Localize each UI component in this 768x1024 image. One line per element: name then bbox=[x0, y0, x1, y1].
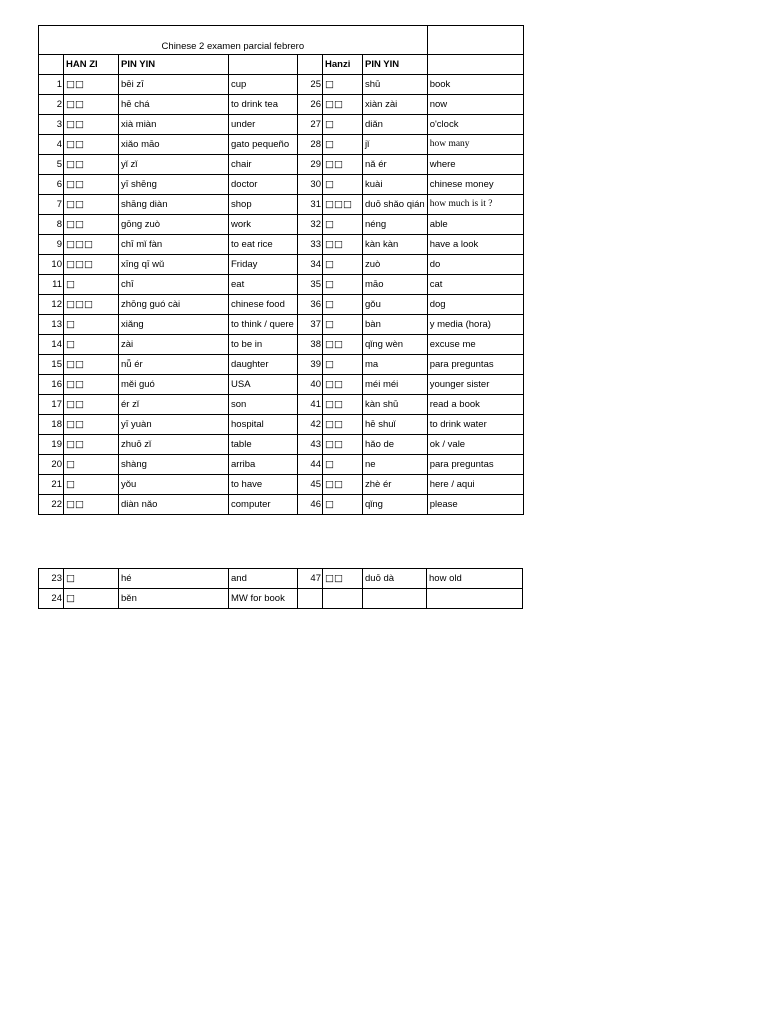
row-number: 4 bbox=[39, 135, 64, 155]
row-number: 25 bbox=[298, 75, 323, 95]
header-right-hanzi: Hanzi bbox=[323, 55, 363, 75]
row-number: 15 bbox=[39, 355, 64, 375]
pinyin-cell: yǒu bbox=[119, 475, 229, 495]
meaning-cell: and bbox=[229, 569, 298, 589]
pinyin-cell bbox=[363, 589, 427, 609]
table-row bbox=[39, 95, 524, 115]
meaning-cell: how much is it ? bbox=[427, 195, 523, 215]
row-number: 18 bbox=[39, 415, 64, 435]
pinyin-cell: hé bbox=[119, 569, 229, 589]
row-number: 2 bbox=[39, 95, 64, 115]
table-row bbox=[39, 195, 524, 215]
meaning-cell: under bbox=[229, 115, 298, 135]
row-number: 47 bbox=[298, 569, 323, 589]
header-right-meaning bbox=[427, 55, 523, 75]
pinyin-cell: yī shēng bbox=[119, 175, 229, 195]
row-number: 41 bbox=[298, 395, 323, 415]
row-number: 39 bbox=[298, 355, 323, 375]
pinyin-cell: ne bbox=[363, 455, 428, 475]
hanzi-cell: □□ bbox=[323, 475, 363, 495]
hanzi-cell: □ bbox=[323, 355, 363, 375]
hanzi-cell: □ bbox=[64, 335, 119, 355]
pinyin-cell: zhōng guó cài bbox=[119, 295, 229, 315]
pinyin-cell: xīng qī wǔ bbox=[119, 255, 229, 275]
pinyin-cell: xiǎo māo bbox=[119, 135, 229, 155]
pinyin-cell: zài bbox=[119, 335, 229, 355]
row-number: 17 bbox=[39, 395, 64, 415]
meaning-cell: table bbox=[229, 435, 298, 455]
row-number: 10 bbox=[39, 255, 64, 275]
pinyin-cell: qǐng wèn bbox=[363, 335, 428, 355]
hanzi-cell: □ bbox=[323, 255, 363, 275]
header-left-hanzi: HAN ZI bbox=[64, 55, 119, 75]
pinyin-cell: ér zǐ bbox=[119, 395, 229, 415]
row-number: 31 bbox=[298, 195, 323, 215]
hanzi-cell: □ bbox=[64, 569, 119, 589]
pinyin-cell: méi méi bbox=[363, 375, 428, 395]
hanzi-cell: □□ bbox=[64, 355, 119, 375]
row-number: 28 bbox=[298, 135, 323, 155]
table-row bbox=[39, 435, 524, 455]
hanzi-cell: □□ bbox=[64, 115, 119, 135]
table-row bbox=[39, 135, 524, 155]
meaning-cell: daughter bbox=[229, 355, 298, 375]
pinyin-cell: nǚ ér bbox=[119, 355, 229, 375]
row-number: 35 bbox=[298, 275, 323, 295]
hanzi-cell: □ bbox=[323, 275, 363, 295]
meaning-cell: para preguntas bbox=[427, 455, 523, 475]
table-row bbox=[39, 275, 524, 295]
table-row bbox=[39, 315, 524, 335]
meaning-cell: arriba bbox=[229, 455, 298, 475]
header-left-pinyin: PIN YIN bbox=[119, 55, 229, 75]
pinyin-cell: zhuō zǐ bbox=[119, 435, 229, 455]
hanzi-cell: □ bbox=[64, 315, 119, 335]
pinyin-cell: kàn kàn bbox=[363, 235, 428, 255]
pinyin-cell: hǎo de bbox=[363, 435, 428, 455]
hanzi-cell: □□ bbox=[323, 335, 363, 355]
row-number: 12 bbox=[39, 295, 64, 315]
table-row bbox=[39, 155, 524, 175]
hanzi-cell: □ bbox=[323, 215, 363, 235]
table-row bbox=[39, 335, 524, 355]
table-row bbox=[39, 455, 524, 475]
meaning-cell: here / aqui bbox=[427, 475, 523, 495]
sheet-title: Chinese 2 examen parcial febrero bbox=[39, 26, 428, 55]
meaning-cell: ok / vale bbox=[427, 435, 523, 455]
table-row bbox=[39, 395, 524, 415]
row-number: 32 bbox=[298, 215, 323, 235]
hanzi-cell: □□ bbox=[64, 375, 119, 395]
row-number: 24 bbox=[39, 589, 64, 609]
pinyin-cell: nǎ ér bbox=[363, 155, 428, 175]
row-number: 7 bbox=[39, 195, 64, 215]
hanzi-cell: □□ bbox=[323, 375, 363, 395]
pinyin-cell: xiàn zài bbox=[363, 95, 428, 115]
row-number: 5 bbox=[39, 155, 64, 175]
hanzi-cell: □ bbox=[323, 115, 363, 135]
hanzi-cell: □□ bbox=[64, 195, 119, 215]
meaning-cell: work bbox=[229, 215, 298, 235]
pinyin-cell: diǎn bbox=[363, 115, 428, 135]
hanzi-cell: □□ bbox=[323, 435, 363, 455]
pinyin-cell: shāng diàn bbox=[119, 195, 229, 215]
pinyin-cell: duō dà bbox=[363, 569, 427, 589]
meaning-cell: younger sister bbox=[427, 375, 523, 395]
row-number: 30 bbox=[298, 175, 323, 195]
pinyin-cell: jǐ bbox=[363, 135, 428, 155]
pinyin-cell: gōng zuò bbox=[119, 215, 229, 235]
title-row bbox=[39, 26, 524, 55]
meaning-cell: book bbox=[427, 75, 523, 95]
table-row bbox=[39, 115, 524, 135]
pinyin-cell: běn bbox=[119, 589, 229, 609]
row-number bbox=[298, 589, 323, 609]
table-row bbox=[39, 355, 524, 375]
hanzi-cell: □□ bbox=[323, 155, 363, 175]
table-row bbox=[39, 475, 524, 495]
pinyin-cell: chī mǐ fàn bbox=[119, 235, 229, 255]
meaning-cell: how many bbox=[427, 135, 523, 155]
pinyin-cell: yī yuàn bbox=[119, 415, 229, 435]
meaning-cell: read a book bbox=[427, 395, 523, 415]
pinyin-cell: māo bbox=[363, 275, 428, 295]
pinyin-cell: shū bbox=[363, 75, 428, 95]
row-number: 36 bbox=[298, 295, 323, 315]
meaning-cell: please bbox=[427, 495, 523, 515]
row-number: 34 bbox=[298, 255, 323, 275]
header-left-meaning bbox=[229, 55, 298, 75]
meaning-cell: hospital bbox=[229, 415, 298, 435]
row-number: 33 bbox=[298, 235, 323, 255]
meaning-cell: excuse me bbox=[427, 335, 523, 355]
pinyin-cell: bàn bbox=[363, 315, 428, 335]
hanzi-cell: □ bbox=[323, 75, 363, 95]
meaning-cell: where bbox=[427, 155, 523, 175]
pinyin-cell: hē shuǐ bbox=[363, 415, 428, 435]
row-number: 11 bbox=[39, 275, 64, 295]
meaning-cell: shop bbox=[229, 195, 298, 215]
pinyin-cell: ma bbox=[363, 355, 428, 375]
hanzi-cell: □□ bbox=[64, 435, 119, 455]
hanzi-cell: □□ bbox=[64, 495, 119, 515]
table-row bbox=[39, 415, 524, 435]
hanzi-cell: □□ bbox=[323, 95, 363, 115]
row-number: 29 bbox=[298, 155, 323, 175]
meaning-cell: to think / quere bbox=[229, 315, 298, 335]
header-blank-num bbox=[39, 55, 64, 75]
meaning-cell: dog bbox=[427, 295, 523, 315]
meaning-cell: have a look bbox=[427, 235, 523, 255]
hanzi-cell: □ bbox=[64, 455, 119, 475]
meaning-cell: doctor bbox=[229, 175, 298, 195]
row-number: 37 bbox=[298, 315, 323, 335]
header-right-pinyin: PIN YIN bbox=[363, 55, 428, 75]
row-number: 3 bbox=[39, 115, 64, 135]
pinyin-cell: měi guó bbox=[119, 375, 229, 395]
meaning-cell bbox=[427, 589, 523, 609]
meaning-cell: MW for book bbox=[229, 589, 298, 609]
table-row bbox=[39, 255, 524, 275]
row-number: 44 bbox=[298, 455, 323, 475]
row-number: 38 bbox=[298, 335, 323, 355]
pinyin-cell: zuò bbox=[363, 255, 428, 275]
meaning-cell: chinese food bbox=[229, 295, 298, 315]
row-number: 27 bbox=[298, 115, 323, 135]
meaning-cell: o'clock bbox=[427, 115, 523, 135]
row-number: 21 bbox=[39, 475, 64, 495]
meaning-cell: to eat rice bbox=[229, 235, 298, 255]
pinyin-cell: diàn nǎo bbox=[119, 495, 229, 515]
row-number: 45 bbox=[298, 475, 323, 495]
pinyin-cell: kàn shū bbox=[363, 395, 428, 415]
hanzi-cell: □□□ bbox=[64, 255, 119, 275]
hanzi-cell: □□ bbox=[64, 135, 119, 155]
hanzi-cell: □□□ bbox=[64, 235, 119, 255]
hanzi-cell: □□ bbox=[323, 235, 363, 255]
pinyin-cell: xiǎng bbox=[119, 315, 229, 335]
hanzi-cell: □□ bbox=[64, 215, 119, 235]
row-number: 14 bbox=[39, 335, 64, 355]
row-number: 1 bbox=[39, 75, 64, 95]
meaning-cell: able bbox=[427, 215, 523, 235]
meaning-cell: cat bbox=[427, 275, 523, 295]
meaning-cell: computer bbox=[229, 495, 298, 515]
hanzi-cell: □ bbox=[64, 275, 119, 295]
hanzi-cell: □ bbox=[323, 315, 363, 335]
hanzi-cell: □□ bbox=[64, 415, 119, 435]
hanzi-cell: □ bbox=[323, 495, 363, 515]
row-number: 19 bbox=[39, 435, 64, 455]
row-number: 23 bbox=[39, 569, 64, 589]
meaning-cell: to be in bbox=[229, 335, 298, 355]
pinyin-cell: chī bbox=[119, 275, 229, 295]
hanzi-cell: □□ bbox=[64, 75, 119, 95]
hanzi-cell: □ bbox=[323, 295, 363, 315]
row-number: 8 bbox=[39, 215, 64, 235]
row-number: 40 bbox=[298, 375, 323, 395]
hanzi-cell: □□ bbox=[323, 395, 363, 415]
meaning-cell: son bbox=[229, 395, 298, 415]
table-row bbox=[39, 175, 524, 195]
row-number: 46 bbox=[298, 495, 323, 515]
table-row bbox=[39, 235, 524, 255]
row-number: 6 bbox=[39, 175, 64, 195]
header-row bbox=[39, 55, 524, 75]
meaning-cell: to have bbox=[229, 475, 298, 495]
hanzi-cell: □□ bbox=[323, 415, 363, 435]
table-row bbox=[39, 569, 523, 589]
meaning-cell: para preguntas bbox=[427, 355, 523, 375]
row-number: 43 bbox=[298, 435, 323, 455]
hanzi-cell: □□ bbox=[323, 569, 363, 589]
row-number: 9 bbox=[39, 235, 64, 255]
table-row bbox=[39, 215, 524, 235]
pinyin-cell: yǐ zǐ bbox=[119, 155, 229, 175]
hanzi-cell: □□ bbox=[64, 95, 119, 115]
row-number: 16 bbox=[39, 375, 64, 395]
meaning-cell: to drink tea bbox=[229, 95, 298, 115]
extra-vocabulary-table bbox=[38, 568, 523, 609]
row-number: 13 bbox=[39, 315, 64, 335]
pinyin-cell: gǒu bbox=[363, 295, 428, 315]
table-row bbox=[39, 295, 524, 315]
meaning-cell: gato pequeño bbox=[229, 135, 298, 155]
table-row bbox=[39, 589, 523, 609]
meaning-cell: Friday bbox=[229, 255, 298, 275]
pinyin-cell: qǐng bbox=[363, 495, 428, 515]
pinyin-cell: duō shǎo qián bbox=[363, 195, 428, 215]
row-number: 42 bbox=[298, 415, 323, 435]
hanzi-cell bbox=[323, 589, 363, 609]
meaning-cell: cup bbox=[229, 75, 298, 95]
meaning-cell: do bbox=[427, 255, 523, 275]
meaning-cell: how old bbox=[427, 569, 523, 589]
meaning-cell: USA bbox=[229, 375, 298, 395]
meaning-cell: chair bbox=[229, 155, 298, 175]
pinyin-cell: néng bbox=[363, 215, 428, 235]
hanzi-cell: □□□ bbox=[323, 195, 363, 215]
row-number: 26 bbox=[298, 95, 323, 115]
hanzi-cell: □ bbox=[323, 455, 363, 475]
pinyin-cell: shàng bbox=[119, 455, 229, 475]
hanzi-cell: □□ bbox=[64, 155, 119, 175]
pinyin-cell: hē chá bbox=[119, 95, 229, 115]
table-row bbox=[39, 495, 524, 515]
hanzi-cell: □ bbox=[323, 175, 363, 195]
hanzi-cell: □ bbox=[64, 589, 119, 609]
pinyin-cell: xià miàn bbox=[119, 115, 229, 135]
hanzi-cell: □ bbox=[64, 475, 119, 495]
meaning-cell: now bbox=[427, 95, 523, 115]
title-blank-cell bbox=[427, 26, 523, 55]
table-row bbox=[39, 75, 524, 95]
header-blank-num-right bbox=[298, 55, 323, 75]
meaning-cell: to drink water bbox=[427, 415, 523, 435]
table-row bbox=[39, 375, 524, 395]
hanzi-cell: □□ bbox=[64, 395, 119, 415]
vocabulary-table bbox=[38, 25, 524, 515]
pinyin-cell: zhè ér bbox=[363, 475, 428, 495]
hanzi-cell: □ bbox=[323, 135, 363, 155]
row-number: 20 bbox=[39, 455, 64, 475]
pinyin-cell: bēi zī bbox=[119, 75, 229, 95]
hanzi-cell: □□ bbox=[64, 175, 119, 195]
meaning-cell: y media (hora) bbox=[427, 315, 523, 335]
meaning-cell: eat bbox=[229, 275, 298, 295]
row-number: 22 bbox=[39, 495, 64, 515]
hanzi-cell: □□□ bbox=[64, 295, 119, 315]
pinyin-cell: kuài bbox=[363, 175, 428, 195]
meaning-cell: chinese money bbox=[427, 175, 523, 195]
